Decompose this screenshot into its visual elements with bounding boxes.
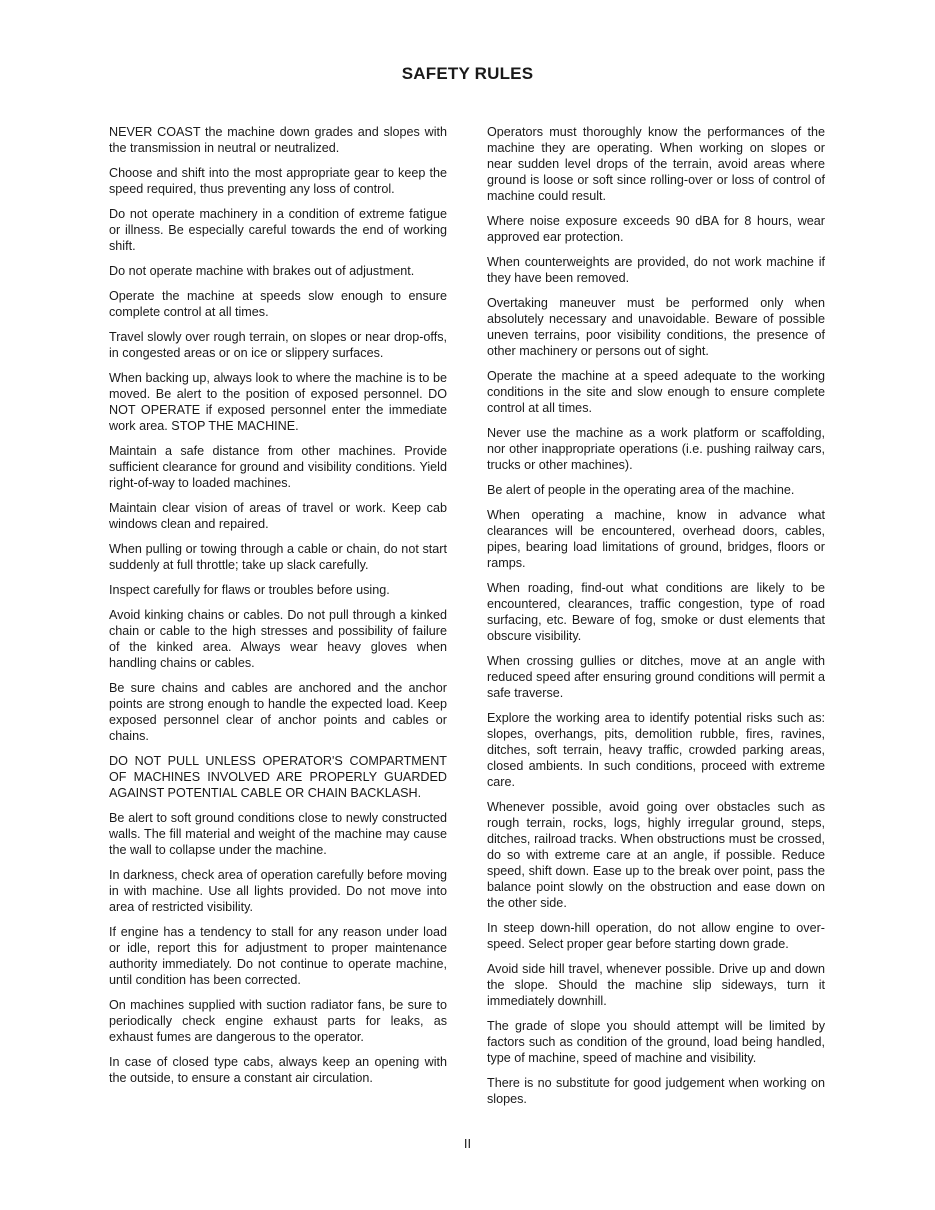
rule-paragraph: Explore the working area to identify potential risks such as: slopes, overhangs, pits, demolition rubble, fires, ravines, ditches, soft terrain, heavy traffic, crowded parking areas, closed ambients. In such conditions, proceed with extreme care.	[487, 711, 825, 789]
rule-paragraph: Avoid kinking chains or cables. Do not pull through a kinked chain or cable to the high stresses and possibility of failure of the kinked area. Always wear heavy gloves when handling chains or cables.	[109, 608, 447, 670]
rule-paragraph: NEVER COAST the machine down grades and slopes with the transmission in neutral or neutralized.	[109, 125, 447, 155]
rule-paragraph: On machines supplied with suction radiator fans, be sure to periodically check engine exhaust parts for leaks, as exhaust fumes are dangerous to the operator.	[109, 998, 447, 1044]
rule-paragraph: Do not operate machine with brakes out of adjustment.	[109, 264, 415, 278]
rule-paragraph: In case of closed type cabs, always keep an opening with the outside, to ensure a constant air circulation.	[109, 1055, 447, 1085]
rule-paragraph: Overtaking maneuver must be performed only when absolutely necessary and unavoidable. Beware of possible uneven terrains, poor visibility conditions, the presence of other machinery or persons out of sight.	[487, 296, 825, 358]
rule-paragraph: When pulling or towing through a cable or chain, do not start suddenly at full throttle; take up slack carefully.	[109, 542, 447, 572]
rule-paragraph: Avoid side hill travel, whenever possible. Drive up and down the slope. Should the machine slip sideways, turn it immediately downhill.	[487, 962, 825, 1008]
rule-paragraph: DO NOT PULL UNLESS OPERATOR'S COMPARTMENT OF MACHINES INVOLVED ARE PROPERLY GUARDED AGAINST POTENTIAL CABLE OR CHAIN BACKLASH.	[109, 754, 447, 800]
rule-paragraph: Where noise exposure exceeds 90 dBA for 8 hours, wear approved ear protection.	[487, 214, 825, 244]
rule-paragraph: If engine has a tendency to stall for any reason under load or idle, report this for adjustment to proper maintenance authority immediately. Do not continue to operate machine, until condition has been corrected.	[109, 925, 447, 987]
rule-paragraph: When operating a machine, know in advance what clearances will be encountered, overhead doors, cables, pipes, bearing load limitations of ground, bridges, floors or ramps.	[487, 508, 825, 570]
rule-paragraph: Maintain a safe distance from other machines. Provide sufficient clearance for ground and visibility conditions. Yield right-of-way to loaded machines.	[109, 444, 447, 490]
page-title: SAFETY RULES	[401, 64, 534, 83]
rule-paragraph: Be alert to soft ground conditions close to newly constructed walls. The fill material and weight of the machine may cause the wall to collapse under the machine.	[109, 811, 447, 857]
rule-paragraph: When counterweights are provided, do not work machine if they have been removed.	[487, 255, 825, 285]
right-column	[487, 124, 825, 1116]
rule-paragraph: Whenever possible, avoid going over obstacles such as rough terrain, rocks, logs, highly irregular ground, steps, ditches, railroad tracks. When obstructions must be crossed, do so with extreme care at an angle, if possible. Reduce speed, shift down. Ease up to the break over point, pass the balance point slowly on the obstruction and ease down on the other side.	[487, 800, 825, 910]
rule-paragraph: Operate the machine at a speed adequate to the working conditions in the site and slow enough to ensure complete control at all times.	[487, 369, 825, 415]
rule-paragraph: The grade of slope you should attempt will be limited by factors such as condition of the ground, load being handled, type of machine, speed of machine and visibility.	[487, 1019, 825, 1065]
rule-paragraph: Never use the machine as a work platform or scaffolding, nor other inappropriate operations (i.e. pushing railway cars, trucks or other machines).	[487, 426, 825, 472]
rule-paragraph: Maintain clear vision of areas of travel or work. Keep cab windows clean and repaired.	[109, 501, 447, 531]
page-number: II	[463, 1136, 472, 1151]
rule-paragraph: Operators must thoroughly know the performances of the machine they are operating. When working on slopes or near sudden level drops of the terrain, avoid areas where ground is loose or soft since rolling-over or loss of control of machine could result.	[487, 125, 825, 203]
rule-paragraph: There is no substitute for good judgement when working on slopes.	[487, 1076, 825, 1106]
rule-paragraph: In darkness, check area of operation carefully before moving in with machine. Use all lights provided. Do not move into area of restricted visibility.	[109, 868, 447, 914]
rule-paragraph: Travel slowly over rough terrain, on slopes or near drop-offs, in congested areas or on ice or slippery surfaces.	[109, 330, 447, 360]
rule-paragraph: When backing up, always look to where the machine is to be moved. Be alert to the position of exposed personnel. DO NOT OPERATE if exposed personnel enter the immediate work area. STOP THE MACHINE.	[109, 371, 447, 433]
rule-paragraph: Be sure chains and cables are anchored and the anchor points are strong enough to handle the expected load. Keep exposed personnel clear of anchor points and cables or chains.	[109, 681, 447, 743]
rule-paragraph: When roading, find-out what conditions are likely to be encountered, clearances, traffic congestion, type of road surfacing, etc. Beware of fog, smoke or dust elements that obscure visibility.	[487, 581, 825, 643]
rule-paragraph: Do not operate machinery in a condition of extreme fatigue or illness. Be especially careful towards the end of working shift.	[109, 207, 447, 253]
rule-paragraph: Be alert of people in the operating area of the machine.	[487, 483, 795, 497]
rule-paragraph: Operate the machine at speeds slow enough to ensure complete control at all times.	[109, 289, 447, 319]
rule-paragraph: Choose and shift into the most appropriate gear to keep the speed required, thus preventing any loss of control.	[109, 166, 447, 196]
left-column	[109, 124, 447, 1095]
rule-paragraph: When crossing gullies or ditches, move at an angle with reduced speed after ensuring ground conditions will permit a safe traverse.	[487, 654, 825, 700]
rule-paragraph: In steep down-hill operation, do not allow engine to over-speed. Select proper gear before starting down grade.	[487, 921, 825, 951]
rule-paragraph: Inspect carefully for flaws or troubles before using.	[109, 583, 390, 597]
